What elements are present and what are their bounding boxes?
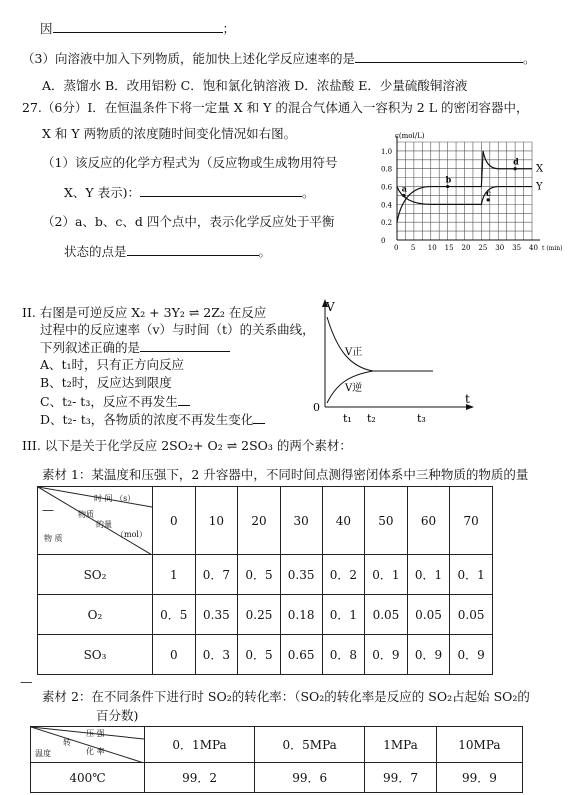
answer-blank[interactable] <box>140 339 230 352</box>
point-label: b <box>445 174 452 185</box>
forward-rate-label: V正 <box>345 347 363 358</box>
sub-question-1-answer: X、Y 表示)： 。 <box>64 185 315 200</box>
option-c: C、t₂- t₃，反应不再发生 <box>40 393 190 410</box>
table2-header: 1MPa <box>365 727 437 763</box>
part2-line3: 下列叙述正确的是 <box>40 339 230 356</box>
point-marker <box>402 194 405 197</box>
concentration-chart <box>365 128 575 263</box>
table-row: SO₃ 0 0．3 0．5 0.65 0．8 0．9 0．9 0．9 <box>38 635 493 675</box>
x-tick-label: 20 <box>461 244 471 252</box>
material2-title: 素材 2：在不同条件下进行时 SO₂的转化率：（SO₂的转化率是反应的 SO₂占起始 SO₂的 <box>42 689 530 704</box>
x-tick-label: 40 <box>529 244 538 252</box>
x-tick-label: 10 <box>427 244 437 252</box>
x-tick-label: 5 <box>410 244 416 252</box>
x-tick-label: 25 <box>478 244 488 252</box>
sub-question-1: （1）该反应的化学方程式为（反应物或生成物用符号 <box>42 155 338 170</box>
answer-blank[interactable] <box>53 20 223 33</box>
row-label: SO₂ <box>38 555 153 595</box>
x-tick-label: 30 <box>495 244 505 252</box>
point-label: d <box>513 156 519 167</box>
question-3-options: A．蒸馏水 B．改用铝粉 C．饱和氯化钠溶液 D．浓盐酸 E．少量硫酸铜溶液 <box>42 78 468 93</box>
y-tick-label: 0.2 <box>381 219 393 228</box>
question-27-line2: X 和 Y 两物质的浓度随时间变化情况如右图。 <box>42 126 297 141</box>
material2-title-cont: 百分数) <box>96 708 139 723</box>
t2-label: t₂ <box>367 412 376 425</box>
top-line: 因 ； <box>40 21 236 36</box>
question-27-line1: 27.（6分）I．在恒温条件下将一定量 X 和 Y 的混合气体通入一容积为 2 L 的密闭容器中， <box>22 100 529 115</box>
row-label: O₂ <box>38 595 153 635</box>
x-axis-label: t (min) <box>542 245 563 252</box>
reverse-rate-label: V逆 <box>345 383 363 394</box>
y-tick-label: 1.0 <box>381 147 393 156</box>
table-row: SO₂ 1 0．7 0．5 0.35 0．2 0．1 0．1 0．1 <box>38 555 493 595</box>
t1-label: t₁ <box>343 412 352 425</box>
table2-header: 0．5MPa <box>255 727 365 763</box>
y-tick-label: 0 <box>381 237 386 245</box>
table2-header: 0．1MPa <box>145 727 255 763</box>
y-tick-label: 0.8 <box>381 165 393 174</box>
table1-header: 20 <box>238 487 281 555</box>
forward-rate-curve <box>327 317 373 371</box>
table2-header: 10MPa <box>436 727 522 763</box>
answer-blank[interactable] <box>127 243 259 256</box>
answer-blank[interactable] <box>355 50 523 63</box>
table1-header: 40 <box>322 487 365 555</box>
table-row: O₂ 0．5 0.35 0.25 0.18 0．1 0.05 0.05 0.05 <box>38 595 493 635</box>
series-label-x: X <box>536 163 544 175</box>
point-marker <box>487 198 490 201</box>
part2-line1: II. 右图是可逆反应 X₂ + 3Y₂ ⇌ 2Z₂ 在反应 <box>22 305 267 320</box>
y-axis-label: c(mol/L) <box>395 132 425 140</box>
table-row: 400℃ 99．2 99．6 99．7 99．9 <box>31 763 523 793</box>
x-tick-label: 35 <box>512 244 522 252</box>
table1-header: 70 <box>450 487 493 555</box>
origin-label: 0 <box>313 401 320 414</box>
answer-blank[interactable] <box>140 184 302 197</box>
option-b: B、t₂时，反应达到限度 <box>40 375 172 390</box>
sub-question-2: （2）a、b、c、d 四个点中，表示化学反应处于平衡 <box>42 214 335 229</box>
dash-mark: — <box>20 674 33 689</box>
table2-corner: 压 强 转 化 率 温度 <box>31 727 145 763</box>
part2-line2: 过程中的反应速率（v）与时间（t）的关系曲线， <box>40 322 315 337</box>
sub-question-2-answer: 状态的点是 。 <box>64 244 272 259</box>
table1-header: 0 <box>153 487 196 555</box>
table1-header: 30 <box>280 487 322 555</box>
table1-corner: 时 间 （s） 物质 的量 （mol） — 物 质 <box>38 487 153 555</box>
point-label: c <box>486 187 491 198</box>
point-marker <box>514 167 517 170</box>
material1-table <box>37 486 493 675</box>
y-tick-label: 0.4 <box>381 201 393 210</box>
t3-label: t₃ <box>417 412 426 425</box>
table1-header: 10 <box>195 487 238 555</box>
material2-table <box>30 726 523 793</box>
rate-time-graph <box>305 295 485 425</box>
option-a: A、t₁时，只有正方向反应 <box>40 357 185 372</box>
row-label: 400℃ <box>31 763 145 793</box>
table1-header: 60 <box>407 487 450 555</box>
v-axis-label: V <box>326 300 335 314</box>
point-label: a <box>401 183 407 194</box>
option-d: D、t₂- t₃，各物质的浓度不再发生变化 <box>40 411 265 428</box>
material1-title: 素材 1：某温度和压强下，2 升容器中，不同时间点测得密闭体系中三种物质的物质的量 <box>42 467 529 482</box>
y-tick-label: 0.6 <box>381 183 393 192</box>
x-tick-label: 0 <box>394 244 399 252</box>
series-label-y: Y <box>536 181 543 193</box>
part3-title: III. 以下是关于化学反应 2SO₂+ O₂ ⇌ 2SO₃ 的两个素材： <box>22 438 352 453</box>
x-tick-label: 15 <box>444 244 454 252</box>
t-axis-label: t <box>465 392 470 406</box>
table1-header: 50 <box>365 487 408 555</box>
row-label: SO₃ <box>38 635 153 675</box>
question-3: （3）向溶液中加入下列物质，能加快上述化学反应速率的是 。 <box>22 51 536 66</box>
point-marker <box>446 185 449 188</box>
